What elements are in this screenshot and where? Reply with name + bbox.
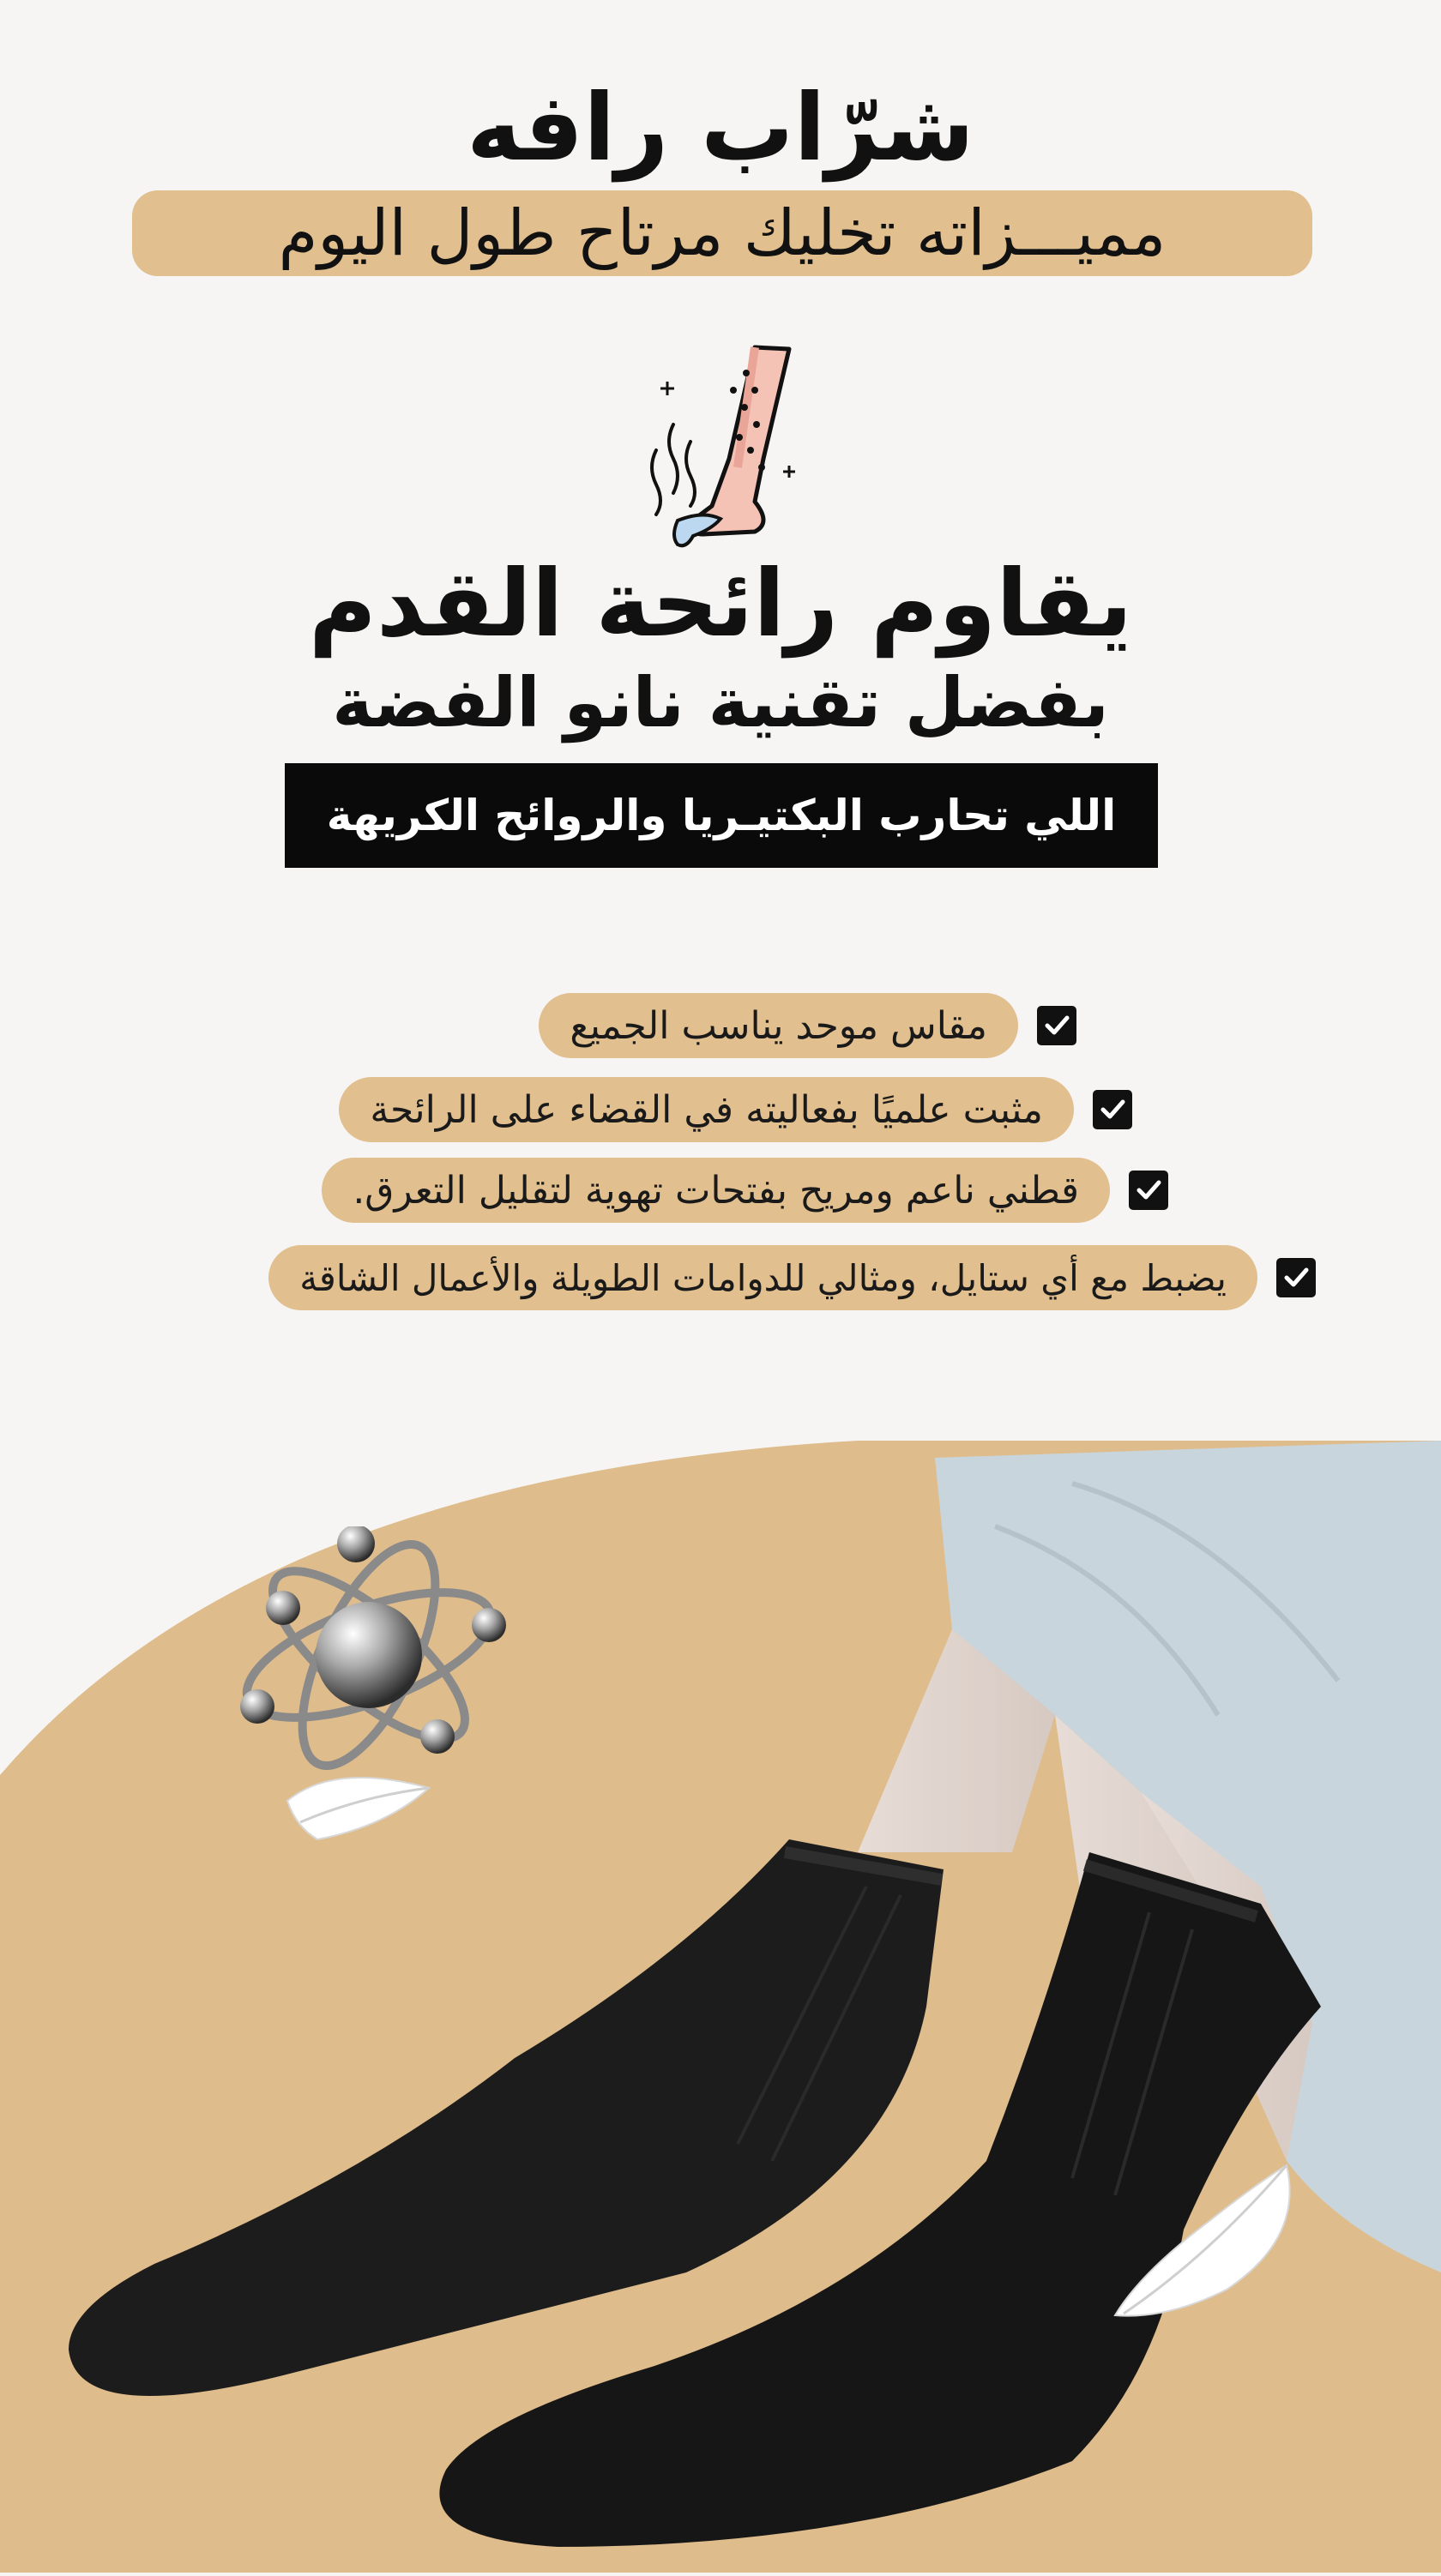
tagline-pill [132,190,1312,276]
feather-icon [1106,2161,1304,2324]
checkbox-icon [1037,1006,1076,1045]
feature-label: مثبت علميًا بفعاليته في القضاء على الرائحة [339,1077,1074,1142]
feature-banner [285,763,1158,868]
checkbox-icon [1276,1258,1316,1297]
brand-title: شرّاب رافه [467,75,974,182]
foot-odor-icon [626,339,815,553]
banner-text: اللي تحارب البكتيـريا والروائح الكريهة [326,791,1117,840]
silver-atom-icon [232,1526,515,1792]
feather-icon [283,1766,437,1844]
product-scene [0,1406,1441,2573]
feature-item-2 [339,1077,1132,1142]
feature-item-1 [539,993,1076,1058]
checkbox-icon [1129,1171,1168,1210]
tagline-text: مميـــزاته تخليك مرتاح طول اليوم [278,196,1167,270]
feature-item-4 [268,1245,1316,1310]
headline: يقاوم رائحة القدم [308,551,1133,658]
subheadline: بفضل تقنية نانو الفضة [332,663,1109,743]
feature-label: مقاس موحد يناسب الجميع [539,993,1018,1058]
checkbox-icon [1093,1090,1132,1129]
feature-label: قطني ناعم ومريح بفتحات تهوية لتقليل التعرق. [322,1158,1110,1223]
feature-label: يضبط مع أي ستايل، ومثالي للدوامات الطويلة والأعمال الشاقة [268,1245,1257,1310]
feature-item-3 [322,1158,1168,1223]
